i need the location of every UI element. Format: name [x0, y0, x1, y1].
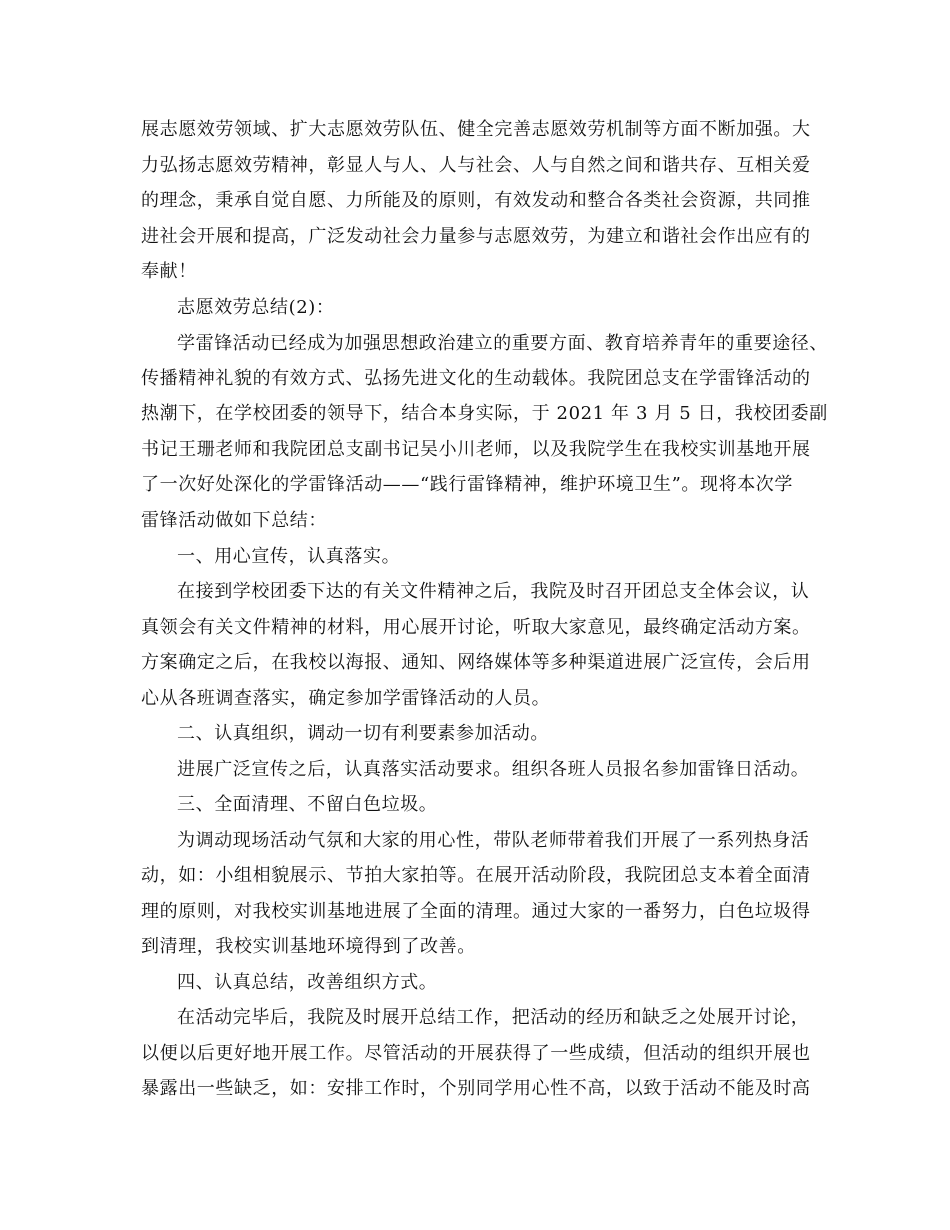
body-text-line: 传播精神礼貌的有效方式、弘扬先进文化的生动载体。我院团总支在学雷锋活动的 [141, 368, 811, 389]
body-text-line: 动，如：小组相貌展示、节拍大家拍等。在展开活动阶段，我院团总支本着全面清 [141, 865, 811, 886]
paragraph-start-line: 学雷锋活动已经成为加强思想政治建立的重要方面、教育培养青年的重要途径、 [177, 333, 828, 354]
subsection-heading: 四、认真总结，改善组织方式。 [177, 972, 438, 993]
body-text-line: 雷锋活动做如下总结： [141, 510, 327, 531]
body-text-line: 书记王珊老师和我院团总支副书记吴小川老师，以及我院学生在我校实训基地开展 [141, 439, 811, 460]
body-text-line: 力弘扬志愿效劳精神，彰显人与人、人与社会、人与自然之间和谐共存、互相关爱 [141, 155, 811, 176]
subsection-heading: 一、用心宣传，认真落实。 [177, 546, 401, 567]
body-text-line: 到清理，我校实训基地环境得到了改善。 [141, 936, 476, 957]
body-text-line: 了一次好处深化的学雷锋活动——“践行雷锋精神，维护环境卫生”。现将本次学 [141, 474, 794, 495]
subsection-heading: 三、全面清理、不留白色垃圾。 [177, 794, 438, 815]
body-text-line: 进社会开展和提高，广泛发动社会力量参与志愿效劳，为建立和谐社会作出应有的 [141, 226, 811, 247]
paragraph-start-line: 进展广泛宣传之后，认真落实活动要求。组织各班人员报名参加雷锋日活动。 [177, 759, 810, 780]
subsection-heading: 二、认真组织，调动一切有利要素参加活动。 [177, 723, 549, 744]
body-text-line: 以便以后更好地开展工作。尽管活动的开展获得了一些成绩，但活动的组织开展也 [141, 1043, 811, 1064]
body-text-line: 暴露出一些缺乏，如：安排工作时，个别同学用心性不高，以致于活动不能及时高 [141, 1078, 811, 1099]
section-heading: 志愿效劳总结(2)： [177, 297, 335, 318]
paragraph-start-line: 为调动现场活动气氛和大家的用心性，带队老师带着我们开展了一系列热身活 [177, 830, 810, 851]
paragraph-start-line: 在活动完毕后，我院及时展开总结工作，把活动的经历和缺乏之处展开讨论， [177, 1007, 810, 1028]
body-text-line: 的理念，秉承自觉自愿、力所能及的原则，有效发动和整合各类社会资源，共同推 [141, 190, 811, 211]
body-text-line: 真领会有关文件精神的材料，用心展开讨论，听取大家意见，最终确定活动方案。 [141, 617, 811, 638]
body-text-line: 理的原则，对我校实训基地进展了全面的清理。通过大家的一番努力，白色垃圾得 [141, 901, 811, 922]
body-text-line: 心从各班调查落实，确定参加学雷锋活动的人员。 [141, 688, 551, 709]
body-text-line: 热潮下，在学校团委的领导下，结合本身实际，于 2021 年 3 月 5 日，我校团委副 [141, 403, 828, 424]
body-text-line: 展志愿效劳领域、扩大志愿效劳队伍、健全完善志愿效劳机制等方面不断加强。大 [141, 119, 811, 140]
paragraph-start-line: 在接到学校团委下达的有关文件精神之后，我院及时召开团总支全体会议，认 [177, 581, 810, 602]
body-text-line: 奉献！ [141, 261, 197, 282]
body-text-line: 方案确定之后，在我校以海报、通知、网络媒体等多种渠道进展广泛宣传，会后用 [141, 652, 811, 673]
